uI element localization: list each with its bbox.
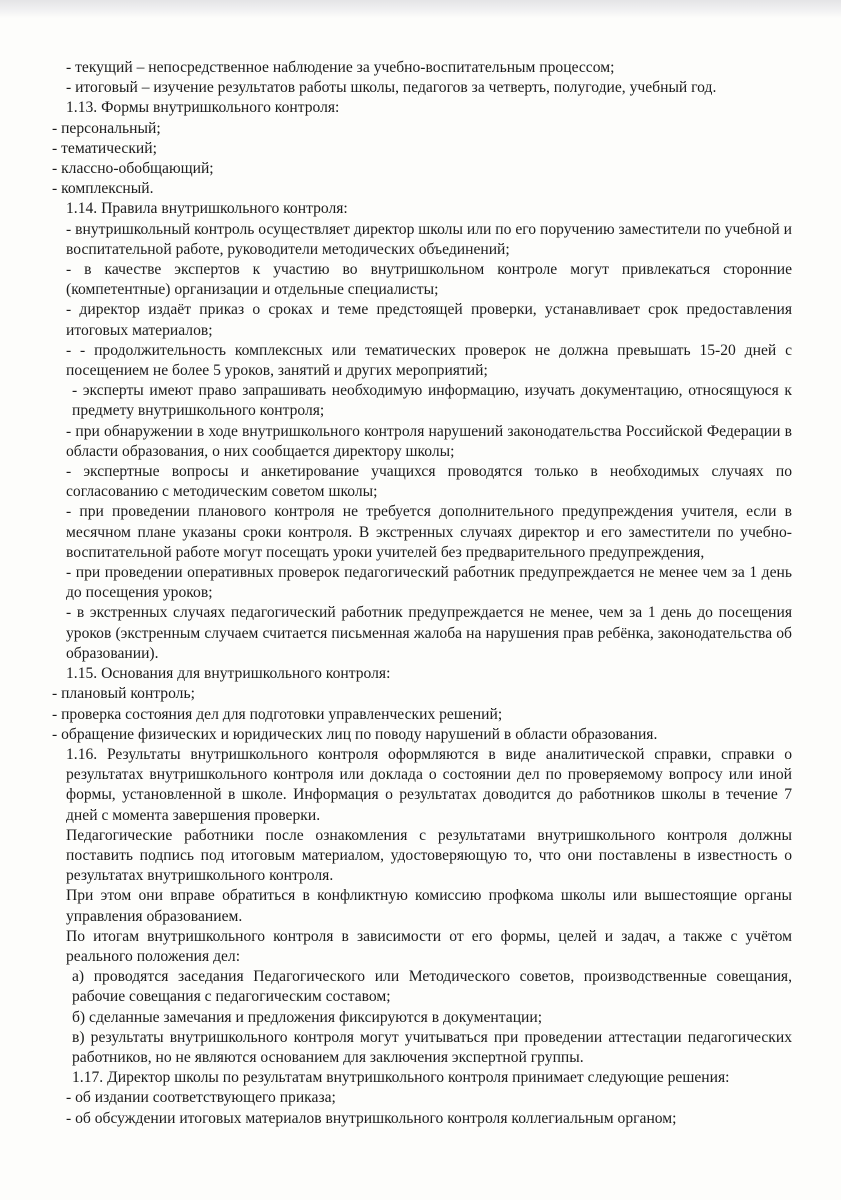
list-item: - об издании соответствующего приказа; <box>66 1089 336 1107</box>
paragraph: - - продолжительность комплексных или тематических проверок не должна превышать 15-20 дней с посещением не более 5 уроков, занятий и других мероприятий; <box>66 341 792 380</box>
list-item: в) результаты внутришкольного контроля могут учитываться при проведении аттестации педагогических работников, но не являются основанием для заключения экспертной группы. <box>72 1028 792 1066</box>
paragraph: - в качестве экспертов к участию во внутришкольном контроле могут привлекаться сторонние (компетентные) организации и отдельные специалисты; <box>66 261 792 299</box>
section-heading: 1.13. Формы внутришкольного контроля: <box>66 99 340 117</box>
paragraph: - в экстренных случаях педагогический работник предупреждается не менее, чем за 1 день до посещения уроков (экстренным случаем считается письменная жалоба на нарушения прав ребёнка, законодательства об образовании). <box>66 604 792 662</box>
list-item: - об обсуждении итоговых материалов внутришкольного контроля коллегиальным органом; <box>66 1109 677 1127</box>
section-heading: 1.14. Правила внутришкольного контроля: <box>66 200 348 218</box>
section-heading: 1.17. Директор школы по результатам внутришкольного контроля принимает следующие решения: <box>72 1069 730 1087</box>
paragraph: - текущий – непосредственное наблюдение за учебно-воспитательным процессом; <box>66 59 615 76</box>
list-item: - классно-обобщающий; <box>52 160 214 178</box>
section-heading: 1.15. Основания для внутришкольного контроля: <box>66 665 391 683</box>
list-item: - комплексный. <box>52 180 154 198</box>
paragraph: - при проведении планового контроля не требуется дополнительного предупреждения учителя, если в месячном плане указаны сроки контроля. В экстренных случаях директор и его заместители по учебно-воспитательной работе могут посещать уроки учителей без предварительного предупреждения, <box>66 503 792 561</box>
list-item: б) сделанные замечания и предложения фиксируются в документации; <box>72 1008 543 1026</box>
paragraph: - экспертные вопросы и анкетирование учащихся проводятся только в необходимых случаях по согласованию с методическим советом школы; <box>66 463 792 501</box>
paragraph: - при обнаружении в ходе внутришкольного контроля нарушений законодательства Российской Федерации в области образования, о них сообщается директору школы; <box>66 422 792 460</box>
paragraph: - эксперты имеют право запрашивать необходимую информацию, изучать документацию, относящуюся к предмету внутришкольного контроля; <box>72 382 792 420</box>
list-item: - обращение физических и юридических лиц по поводу нарушений в области образования. <box>52 725 658 743</box>
paragraph: 1.16. Результаты внутришкольного контроля оформляются в виде аналитической справки, справки о результатах внутришкольного контроля или доклада о состоянии дел по проверяемому вопросу или иной формы, установленной в школе. Информация о результатах доводится до работников школы в течение 7 дней с момента завершения проверки. <box>66 745 792 824</box>
paragraph: - итоговый – изучение результатов работы школы, педагогов за четверть, полугодие, учебный год. <box>66 79 717 97</box>
list-item: - проверка состояния дел для подготовки управленческих решений; <box>52 705 503 723</box>
paragraph: При этом они вправе обратиться в конфликтную комиссию профкома школы или вышестоящие органы управления образованием. <box>66 887 792 925</box>
paragraph: Педагогические работники после ознакомления с результатами внутришкольного контроля должны поставить подпись под итоговым материалом, удостоверяющую то, что они поставлены в известность о результатах внутришкольного контроля. <box>66 826 792 885</box>
list-item: - тематический; <box>52 139 157 157</box>
paragraph: - при проведении оперативных проверок педагогический работник предупреждается не менее чем за 1 день до посещения уроков; <box>66 564 792 602</box>
paragraph: - директор издаёт приказ о сроках и теме предстоящей проверки, устанавливает срок предоставления итоговых материалов; <box>66 301 792 339</box>
list-item: - персональный; <box>52 119 161 137</box>
paragraph: По итогам внутришкольного контроля в зависимости от его формы, целей и задач, а также с учётом реального положения дел: <box>66 927 792 965</box>
list-item: а) проводятся заседания Педагогического или Методического советов, производственные совещания, рабочие совещания с педагогическим составом; <box>72 968 792 1006</box>
document-body <box>52 58 792 1129</box>
list-item: - плановый контроль; <box>52 685 195 703</box>
paragraph: - внутришкольный контроль осуществляет директор школы или по его поручению заместители по учебной и воспитательной работе, руководители методических объединений; <box>66 220 792 258</box>
page-top-edge <box>0 0 841 18</box>
